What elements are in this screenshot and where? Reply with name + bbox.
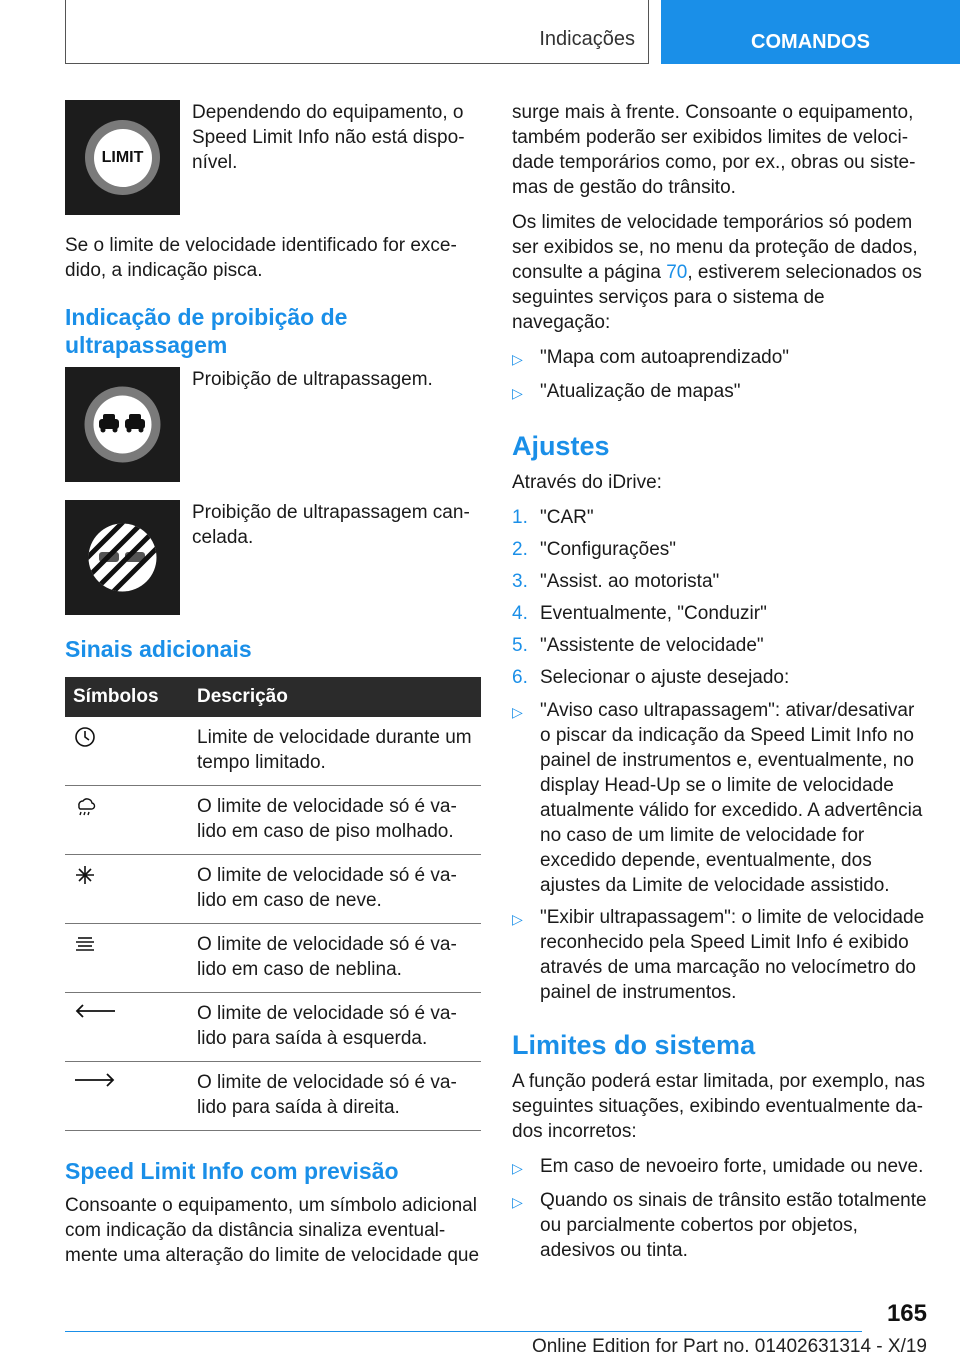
list-item: ▷ Em caso de nevoeiro forte, umidade ou neve. [512, 1154, 927, 1181]
heading-overtaking-ban: Indicação de proibição de ultrapassagem [65, 304, 348, 358]
right-column [512, 100, 927, 1271]
page-header [0, 0, 960, 66]
settings-steps [512, 505, 927, 690]
col-symbols: Símbolos [65, 677, 189, 717]
settings-options [512, 698, 927, 1005]
system-limits-list [512, 1154, 927, 1263]
table-row [65, 1062, 481, 1131]
triangle-bullet-icon: ▷ [512, 385, 523, 401]
snowflake-icon [73, 863, 97, 887]
table-row [65, 855, 481, 924]
heading-speed-limit-preview: Speed Limit Info com previsão [65, 1158, 399, 1184]
services-list [512, 345, 927, 406]
list-item: 6. Selecionar o ajuste desejado: [512, 667, 790, 688]
table-row [65, 786, 481, 855]
idrive-intro: Através do iDrive: [512, 472, 662, 493]
list-item: ▷ "Aviso caso ultrapassagem": ativar/desativar o piscar da indicação da Speed Limit Info no painel de instrumentos e, eventualmente, no display Head-Up se o limite de velocidade atualmente válido for excedido. A advertência no caso de um limite de velocidade for excedido depende, eventualmente, dos ajustes da Limite de velocidade assistido. [512, 700, 923, 896]
heading-system-limits: Limites do sistema [512, 1030, 756, 1060]
list-item: ▷ Quando os sinais de trânsito estão totalmente ou parcialmente cobertos por objetos, adesivos ou tinta. [512, 1190, 927, 1261]
no-overtaking-sign-image [65, 367, 180, 482]
list-item: 4. Eventualmente, "Conduzir" [512, 603, 767, 624]
edition-text: Online Edition for Part no. 01402631314 - X/19 [531, 1336, 927, 1357]
list-item: 3. "Assist. ao motorista" [512, 571, 720, 592]
additional-signs-table [65, 677, 481, 1131]
rain-icon [73, 794, 97, 818]
left-column [65, 100, 481, 1278]
page-number: 165 [886, 1300, 927, 1327]
overtake-cancel-sign-row [65, 500, 481, 615]
chapter-tab: COMANDOS [661, 0, 960, 64]
overtake-sign-row [65, 367, 481, 482]
list-item: 2. "Configurações" [512, 539, 677, 560]
limit-exceeded-text: Se o limite de velocidade identificado for excedido, a indicação pisca. [65, 235, 457, 281]
list-item: ▷ "Atualização de mapas" [512, 379, 927, 406]
page-reference-link[interactable]: 70 [666, 262, 688, 283]
privacy-services-text: Os limites de velocidade temporários só podem ser exibidos se, no menu da proteção de dados, consulte a página 70, estiverem selecionados os seguintes serviços para o sistema de navegação: [512, 212, 922, 333]
arrow-left-icon [73, 1001, 117, 1021]
end-no-overtaking-sign-image [65, 500, 180, 615]
overtake-cancel-text: Proibição de ultrapassagem cancelada. [192, 502, 470, 548]
triangle-bullet-icon: ▷ [512, 911, 523, 927]
limit-sign-label: LIMIT [94, 129, 152, 187]
triangle-bullet-icon: ▷ [512, 1194, 523, 1210]
row-description: O limite de velocidade só é valido para saída à direita. [189, 1062, 481, 1131]
limit-sign-image [65, 100, 180, 215]
table-row [65, 924, 481, 993]
triangle-bullet-icon: ▷ [512, 1160, 523, 1176]
temporary-limits-text: surge mais à frente. Consoante o equipamento, também poderão ser exibidos limites de velocidade temporários como, por ex., obras ou sistemas de gestão do trânsito. [512, 102, 916, 198]
clock-icon [73, 725, 97, 749]
list-item: 5. "Assistente de velocidade" [512, 635, 764, 656]
row-description: O limite de velocidade só é valido em caso de neblina. [189, 924, 481, 993]
row-description: O limite de velocidade só é valido para saída à esquerda. [189, 993, 481, 1062]
row-description: O limite de velocidade só é valido em caso de neve. [189, 855, 481, 924]
list-item: ▷ "Mapa com autoaprendizado" [512, 345, 927, 372]
table-row [65, 993, 481, 1062]
fog-icon [73, 932, 97, 956]
triangle-bullet-icon: ▷ [512, 351, 523, 367]
table-row [65, 717, 481, 786]
arrow-right-icon [73, 1070, 117, 1090]
list-item: ▷ "Exibir ultrapassagem": o limite de velocidade reconhecido pela Speed Limit Info é exibido através de uma marcação no velocímetro do painel de instrumentos. [512, 907, 925, 1003]
system-limits-text: A função poderá estar limitada, por exemplo, nas seguintes situações, exibindo eventualmente dados incorretos: [512, 1071, 925, 1142]
list-item: 1. "CAR" [512, 507, 594, 528]
heading-settings: Ajustes [512, 431, 610, 461]
overtake-ban-text: Proibição de ultrapassagem. [192, 369, 433, 390]
preview-text: Consoante o equipamento, um símbolo adicional com indicação da distância sinaliza eventualmente uma alteração do limite de velocidade que [65, 1195, 480, 1266]
limit-availability-text: Dependendo do equipamento, o Speed Limit Info não está disponível. [192, 102, 465, 173]
row-description: Limite de velocidade durante um tempo limitado. [189, 717, 481, 786]
heading-additional-signs: Sinais adicionais [65, 636, 252, 662]
section-title: Indicações [539, 28, 635, 50]
triangle-bullet-icon: ▷ [512, 704, 523, 720]
limit-sign-row [65, 100, 481, 215]
col-description: Descrição [189, 677, 481, 717]
footer-divider [65, 1331, 862, 1332]
row-description: O limite de velocidade só é valido em caso de piso molhado. [189, 786, 481, 855]
